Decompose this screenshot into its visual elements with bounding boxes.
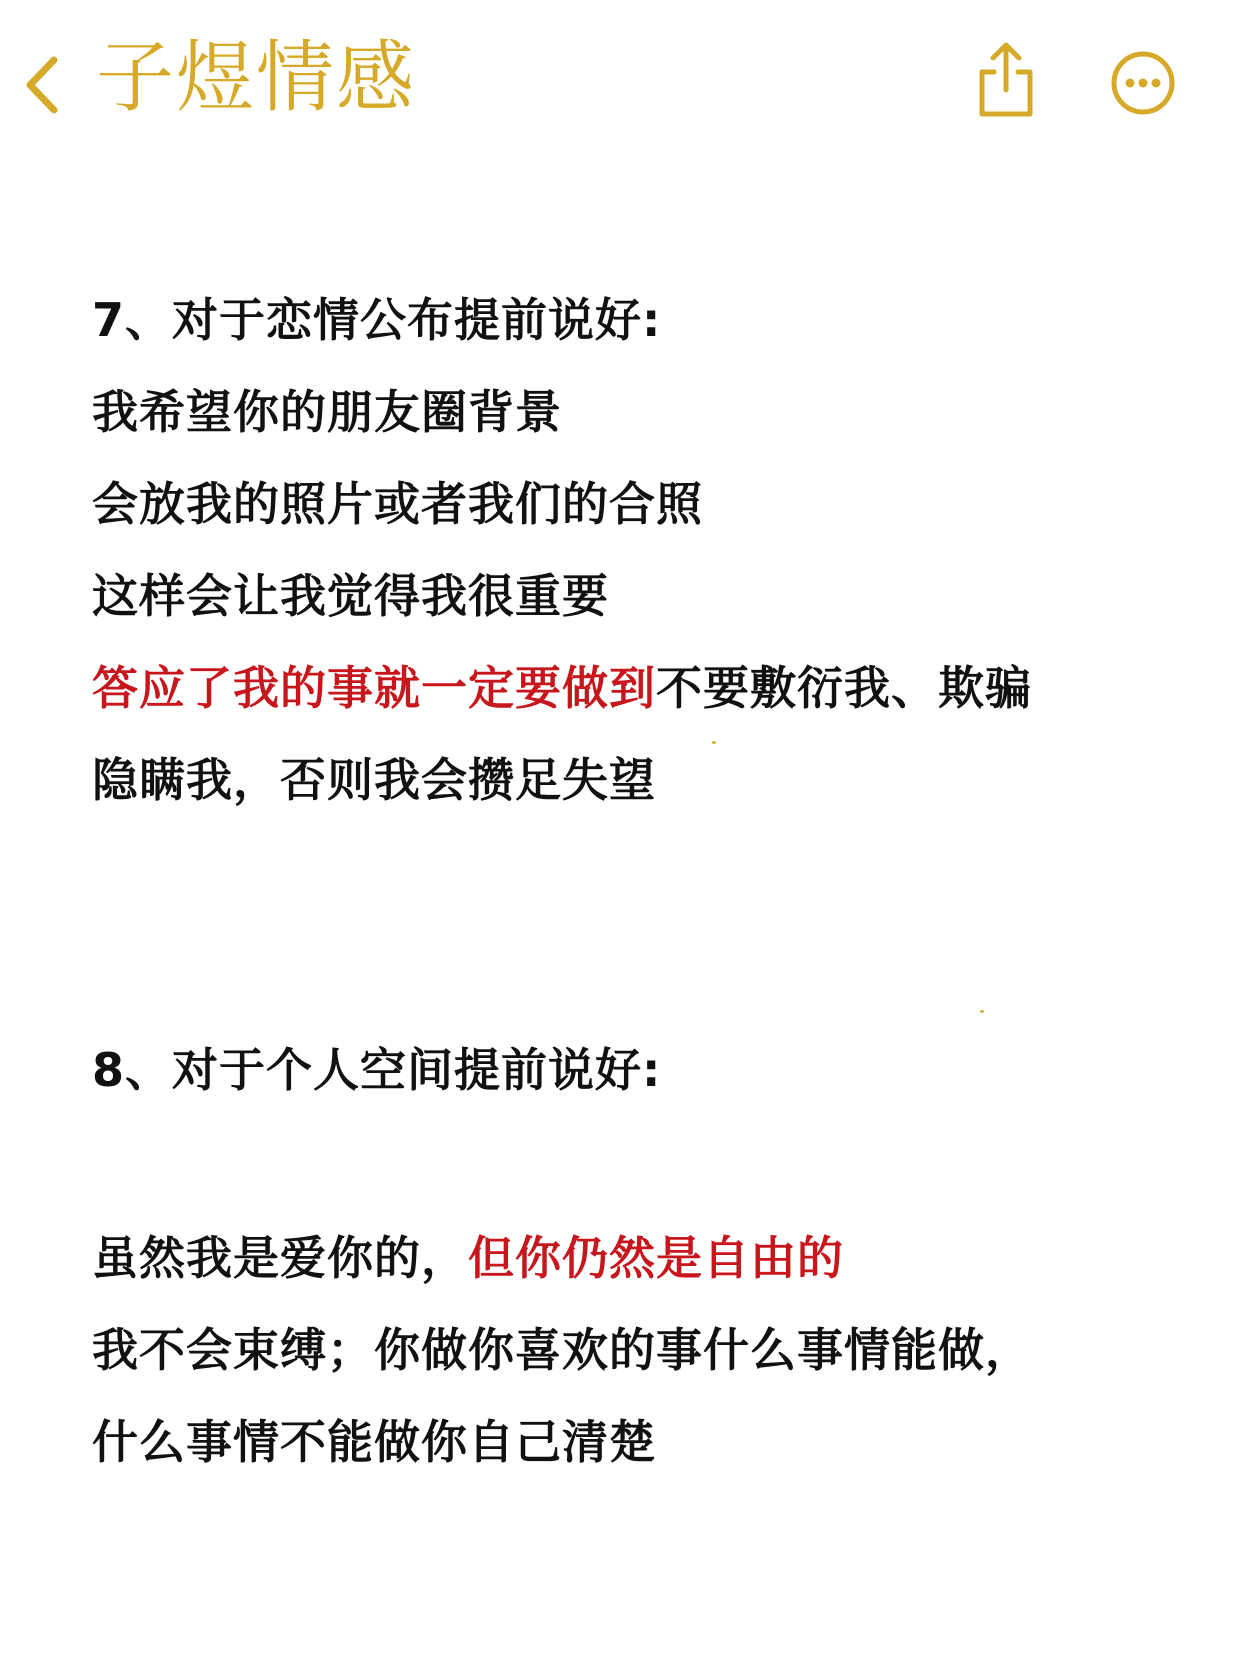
- highlight-text: 答应了我的事就一定要做到: [92, 661, 656, 715]
- section-7-line-2: 会放我的照片或者我们的合照: [92, 477, 703, 531]
- more-circle-icon: [1110, 50, 1176, 116]
- share-icon: [974, 40, 1038, 120]
- section-8-heading: 8、对于个人空间提前说好:: [92, 1043, 662, 1097]
- share-button[interactable]: [974, 40, 1038, 120]
- decorative-dot: [980, 1010, 984, 1013]
- chevron-left-icon: [18, 52, 68, 118]
- section-8-line-1: [92, 1228, 844, 1288]
- section-7-heading: 7、对于恋情公布提前说好:: [92, 293, 662, 347]
- back-button[interactable]: [18, 52, 68, 118]
- section-7-line-5: 隐瞒我，否则我会攒足失望: [92, 753, 656, 807]
- section-8-line-3: 什么事情不能做你自己清楚: [92, 1415, 656, 1469]
- more-options-button[interactable]: [1110, 50, 1176, 116]
- plain-text: 不要敷衍我、欺骗: [656, 661, 1032, 715]
- page-title: 子煜情感: [96, 33, 417, 123]
- navigation-bar: [0, 0, 1242, 170]
- plain-text: 虽然我是爱你的，: [92, 1231, 468, 1285]
- section-7-line-1: 我希望你的朋友圈背景: [92, 385, 562, 439]
- section-7-line-4: [92, 658, 1032, 718]
- decorative-dot: [712, 741, 716, 744]
- section-7-line-3: 这样会让我觉得我很重要: [92, 569, 609, 623]
- section-8-line-2: 我不会束缚；你做你喜欢的事什么事情能做，: [92, 1323, 1032, 1377]
- highlight-text: 但你仍然是自由的: [468, 1231, 844, 1285]
